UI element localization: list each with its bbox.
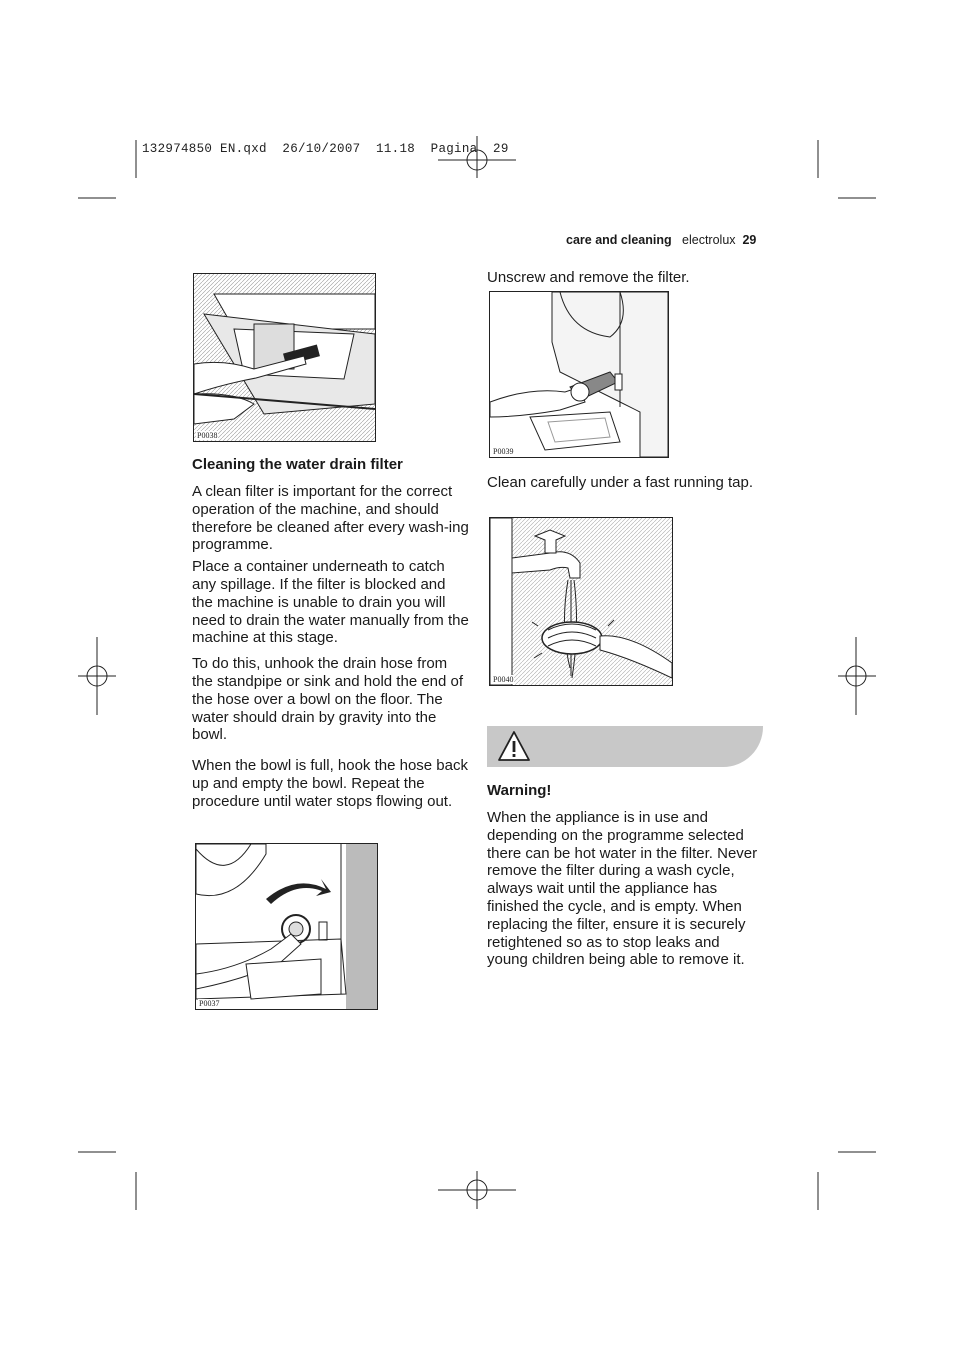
paragraph: When the bowl is full, hook the hose back up and empty the bowl. Repeat the procedure until water stops flowing out. (192, 757, 468, 810)
figure-code: P0037 (199, 999, 220, 1008)
page-number: 29 (742, 233, 757, 247)
filter-under-tap-illustration (490, 518, 672, 685)
brush-cleaning-dispenser-illustration (194, 274, 375, 441)
warning-triangle-icon (497, 730, 531, 762)
figure-remove-filter (489, 291, 669, 458)
warning-bar (487, 726, 763, 767)
warning-title: Warning! (487, 782, 552, 799)
caption-clean: Clean carefully under a fast running tap. (487, 474, 753, 491)
warning-block (487, 782, 763, 969)
running-header (566, 233, 756, 247)
paragraph: Place a container underneath to catch any spillage. If the filter is blocked and the machine is unable to drain you will need to drain the water manually from the machine at this stage. (192, 558, 469, 647)
print-slug-line: 132974850 EN.qxd 26/10/2007 11.18 Pagina 29 (142, 142, 509, 156)
warning-text: When the appliance is in use and depending on the programme selected there can be hot water in the filter. Never remove the filter during a wash cycle, always wait until the appliance has finished the cycle, and is empty. When replacing the filter, ensure it is securely retightened so as to stop leaks and young children being able to remove it. (487, 809, 758, 969)
paragraph: A clean filter is important for the correct operation of the machine, and should therefore be cleaned after every wash-ing programme. (192, 483, 469, 554)
figure-tap (489, 517, 673, 686)
header-section: care and cleaning (566, 233, 672, 247)
caption-unscrew: Unscrew and remove the filter. (487, 269, 690, 286)
figure-code: P0039 (493, 447, 514, 456)
unscrew-filter-arrow-illustration (196, 844, 377, 1009)
remove-filter-illustration (490, 292, 668, 457)
figure-code: P0038 (197, 431, 218, 440)
figure-unscrew-filter (195, 843, 378, 1010)
figure-brush-dispenser (193, 273, 376, 442)
left-text-block (192, 456, 470, 811)
section-heading: Cleaning the water drain filter (192, 456, 403, 473)
figure-code: P0040 (493, 675, 514, 684)
header-brand: electrolux (682, 233, 736, 247)
paragraph: To do this, unhook the drain hose from the standpipe or sink and hold the end of the hose over a bowl on the floor. The water should drain by gravity into the bowl. (192, 655, 464, 744)
